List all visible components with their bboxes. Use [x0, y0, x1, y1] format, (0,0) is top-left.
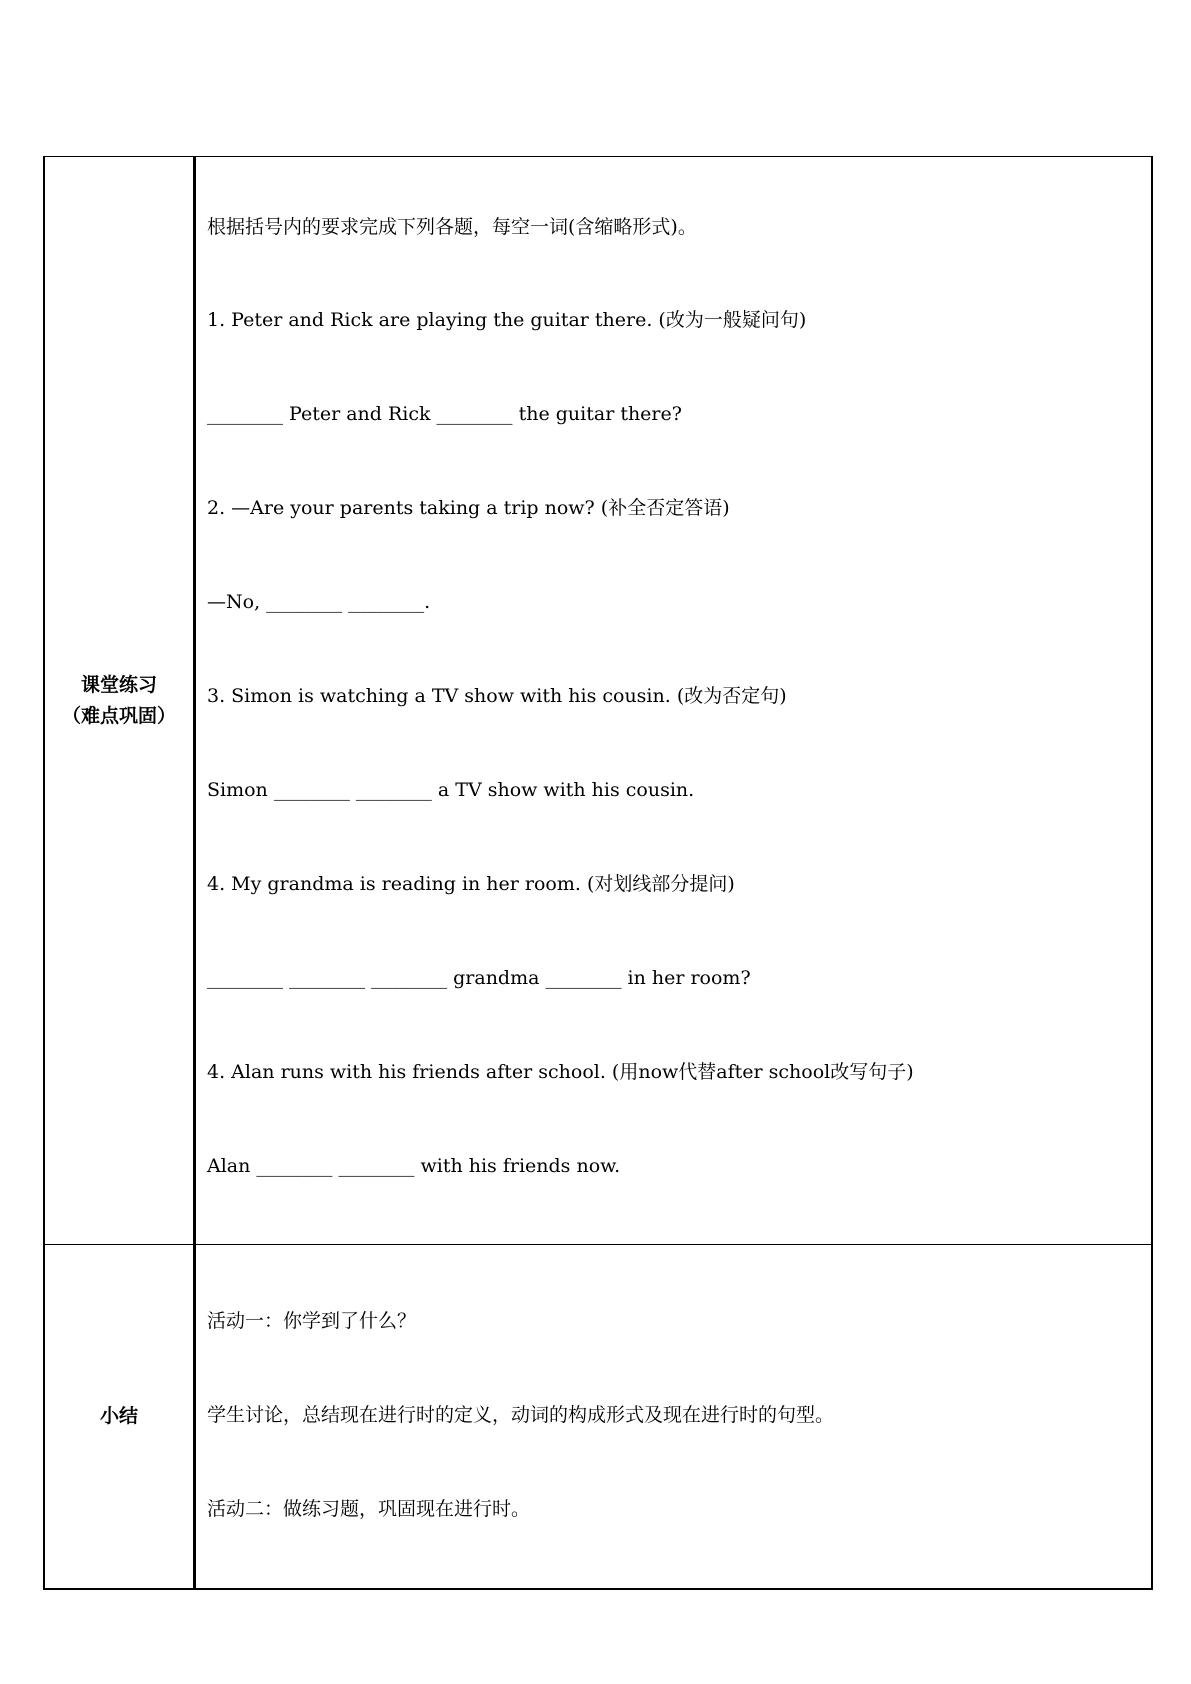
- exercise-label-cell: [44, 157, 195, 1245]
- exercise-line: ________ ________ ________ grandma ________ in her room?: [207, 966, 751, 989]
- summary-line: 活动二：做练习题，巩固现在进行时。: [207, 1497, 531, 1520]
- exercise-line: Simon ________ ________ a TV show with his cousin.: [207, 778, 695, 801]
- exercise-line: 4. Alan runs with his friends after school. (用now代替after school改写句子): [207, 1060, 914, 1083]
- exercise-line: 4. My grandma is reading in her room. (对划线部分提问): [207, 872, 735, 895]
- summary-content-cell: [195, 1245, 1153, 1589]
- exercise-content-cell: [195, 157, 1153, 1245]
- exercise-row: [44, 157, 1152, 1245]
- exercise-line: ________ Peter and Rick ________ the guitar there?: [207, 403, 682, 426]
- exercise-lines: [196, 149, 1151, 1244]
- summary-line: 学生讨论，总结现在进行时的定义，动词的构成形式及现在进行时的句型。: [207, 1403, 835, 1426]
- summary-line: 活动一：你学到了什么？: [207, 1309, 417, 1332]
- summary-label-cell: [44, 1245, 195, 1589]
- exercise-instruction: 根据括号内的要求完成下列各题，每空一词(含缩略形式)。: [207, 215, 697, 238]
- lesson-table: [43, 156, 1153, 1590]
- exercise-line: 3. Simon is watching a TV show with his cousin. (改为否定句): [207, 685, 787, 708]
- exercise-line: 2. —Are your parents taking a trip now? (补全否定答语): [207, 497, 730, 520]
- exercise-line: 1. Peter and Rick are playing the guitar there. (改为一般疑问句): [207, 309, 807, 332]
- exercise-line: Alan ________ ________ with his friends now.: [207, 1154, 621, 1177]
- summary-lines: [196, 1243, 1151, 1587]
- summary-label: 小结: [99, 1405, 138, 1428]
- exercise-line: —No, ________ ________.: [207, 591, 431, 614]
- summary-row: [44, 1245, 1152, 1589]
- exercise-label-line2: （难点巩固）: [61, 704, 176, 727]
- exercise-label-line1: 课堂练习: [80, 673, 157, 696]
